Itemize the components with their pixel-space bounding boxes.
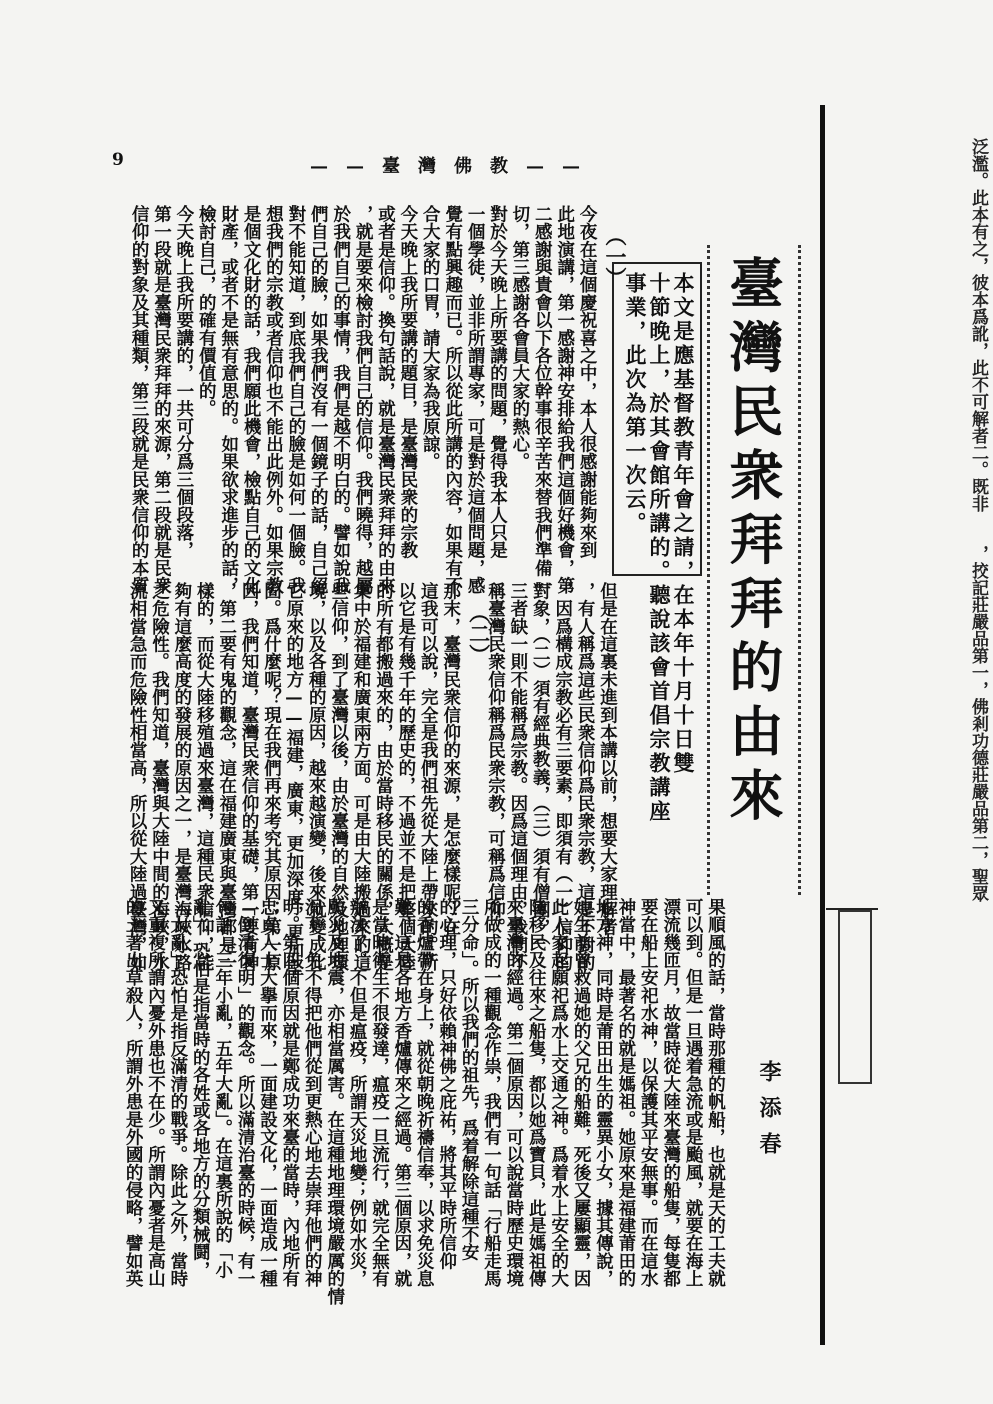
middle-column: 固。爲什麼呢？現在我們再來考究其原因；第一原 xyxy=(261,582,282,972)
lower-right-column: 的土著出草殺人，所謂外患是外國的侵略，譬如英 xyxy=(123,898,144,1288)
lower-right-column: 辦法了。不但是瘟疫，所謂天災地變；例如水災， xyxy=(347,898,368,1288)
lower-right-column: 陸移民及往來之船隻，都以她爲寶貝，此是媽祖傳 xyxy=(526,898,547,1288)
middle-column: 它原來的地方——福建，廣東，更加深度，更加堅 xyxy=(283,582,304,977)
lower-right-column: 來臺灣的經過。第二個原因，可以說當時歷史環境 xyxy=(503,898,524,1288)
middle-column: 夠有這麼高度的發展的原因之一，是臺灣海峽水路 xyxy=(171,582,192,972)
lower-right-column: 果順風的話，當時那種的帆船，也就是天的工夫就 xyxy=(705,898,726,1288)
article-title: 臺灣民衆拜拜的由來 xyxy=(721,255,785,831)
lower-right-column: 又重複所謂內憂外患也不在少。所謂內憂者是高山 xyxy=(145,898,166,1288)
lower-right-column: 「大亂」恐怕是指反滿清的戰爭。除此之外，當時 xyxy=(167,898,188,1288)
middle-column: 因，我們知道，臺灣民衆信仰的基礎，第一要有神 xyxy=(239,582,260,972)
lower-right-column: 所做成的一種觀念作祟，我們有一句話「行船走馬 xyxy=(481,898,502,1288)
lower-right-column: 漂流幾匝月，故當時從大陸來臺灣的船隻，每隻都 xyxy=(660,898,681,1288)
lower-right-column: 要在船上安祀水神，以保護其平安無事。而在這水 xyxy=(638,898,659,1288)
lower-right-column: 「倒清復明」的觀念。所以滿清治臺的時候，有一 xyxy=(235,898,256,1288)
lower-right-column: 颱災及地震，亦相當厲害。在這種地理環境嚴厲的情 xyxy=(324,898,345,1306)
upper-left-column: 或者是信仰。換句話說，就是臺灣民衆拜拜的由來 xyxy=(375,205,396,595)
upper-left-column: 信仰的對象及其種類，第三段就是民衆信仰的本質 xyxy=(129,205,150,595)
middle-column: ，因爲構成宗教必有三要素，即須有（一）信仰的 xyxy=(552,582,573,972)
intro-line-1: 本文是應基督教青年會之請，在本年十月十日雙 xyxy=(671,272,696,776)
upper-left-column: 一個學徒，並非所謂專家，可是對於這個問題，感 xyxy=(465,205,486,595)
margin-bracket xyxy=(838,910,872,1084)
upper-left-column: 覺有點興趣而已。所以從此所講的內容，如果有不 xyxy=(442,205,463,595)
middle-column: 對象，（二）須有經典教義，（三）須有僧團，（ xyxy=(530,582,551,946)
upper-left-column: 今天晚上我所要講的題目，是臺灣民衆的宗教 xyxy=(397,205,418,559)
upper-left-column: 今夜在這個慶祝喜之中，本人很感謝能夠來到 xyxy=(577,205,598,559)
lower-right-column: 神當中，最著名的就是媽祖。她原來是福建莆田的 xyxy=(615,898,636,1288)
bleed-text-top-right-2: ，挍記莊嚴品第一，佛剎功德莊嚴品第二，聖眾 xyxy=(968,545,988,902)
upper-left-column: 想我們的宗教或者信仰也不能出此例外。如果宗教 xyxy=(263,205,284,595)
bleed-text-top-right: 泛濫。此本有之，彼本爲訛，此不可解者二。既非 xyxy=(968,138,988,512)
middle-column: 那末，臺灣民衆信仰的來源，是怎麼樣呢？在 xyxy=(440,582,461,936)
upper-left-column: 於我們自己的事情，我們是越不明白的。譬如說我 xyxy=(330,205,351,595)
lower-right-column: 忠貞人士大擧而來，一面建設文化，一面造成一種 xyxy=(257,898,278,1288)
page-number: 9 xyxy=(112,150,124,170)
middle-column: 流相當急而危險性相當高，所以從大陸過臺灣，如 xyxy=(127,582,148,972)
intro-line-2: 十節晚上，於其會館所講的。聽說該會首倡宗教講座 xyxy=(647,272,672,824)
upper-left-column: 第一段就是臺灣民衆拜拜的來源，第二段就是民衆 xyxy=(151,205,172,595)
middle-column: 三者缺一則不能稱爲宗教。因爲這個理由，我們不 xyxy=(507,582,528,972)
lower-right-column: 三分命」。所以我們的祖先，爲着解除這種不安 xyxy=(459,898,480,1261)
middle-column: 境，以及各種的原因，越來越演變，後來就變成比 xyxy=(306,582,327,972)
upper-left-column: 們自己的臉，如果我們沒有一個鏡子的話，自己絕 xyxy=(308,205,329,595)
lower-right-column: 況下，免不得把他們從到更熱心地去崇拜他們的神 xyxy=(302,898,323,1288)
middle-column: ，有人稱爲這些民衆信仰爲民衆宗教，這是不對的 xyxy=(575,582,596,972)
middle-column: 但是在這裏未進到本講以前，想要大家理解者 xyxy=(597,582,618,936)
page-edge-rule xyxy=(820,105,825,1345)
upper-left-column: 合大家的口胃，請大家為我原諒。 xyxy=(420,205,441,471)
lower-right-column: 她生前曾救過她的父兄的船難，死後又屢顯靈，因 xyxy=(571,898,592,1288)
title-border-right xyxy=(798,245,801,895)
upper-left-column: 二感謝與貴會以下各位幹事很辛苦來替我們準備一 xyxy=(532,205,553,595)
running-title: ——臺灣佛教—— xyxy=(310,156,598,177)
author-name: 李添春 xyxy=(756,1060,782,1168)
upper-left-heading: （一） xyxy=(603,225,628,288)
middle-column: ，第二要有鬼的觀念，這在福建廣東與臺灣都是一 xyxy=(216,582,237,972)
middle-column: 稱臺灣民衆信仰稱爲民衆宗教，可稱爲信仰。 xyxy=(485,582,506,936)
lower-right-column: 句話「三年小亂，五年大亂」。在這裏所說的「小 xyxy=(212,898,233,1279)
middle-column: 樣的，而從大陸移殖過來臺灣，這種民衆信仰，能 xyxy=(194,582,215,972)
upper-left-column: 對不能知道，到底我們自己的臉是如何一個臉。我 xyxy=(285,205,306,595)
middle-heading: （二） xyxy=(466,602,492,665)
lower-right-column: 明。第四個原因就是鄭成功來臺的當時，內地所有 xyxy=(279,898,300,1288)
upper-left-column: 檢討自己，的確有價值的。 xyxy=(196,205,217,418)
lower-right-column: 的香爐帶在身上，就從朝晚祈禱信奉，以求免災息 xyxy=(414,898,435,1288)
middle-column: 以它是有幾千年的歷史的，不過並不是把整個大陸 xyxy=(395,582,416,972)
lower-right-column: 亂」，恐怕是指當時的各姓或各地方的分類械鬪， xyxy=(190,898,211,1279)
upper-left-column: 財產，或者不是無有意思的。如果欲求進步的話， xyxy=(218,205,239,595)
lower-right-column: 可以到。但是一旦遇着急流或是颱風，就要在海上 xyxy=(683,898,704,1288)
upper-left-column: ，就是要來檢討我們自己的信仰。我們曉得，越屬 xyxy=(353,205,374,595)
lower-right-column: 的心理，只好依賴神佛之庇祐，將其平時所信仰 xyxy=(436,898,457,1270)
upper-left-column: 切，第三感謝各會員大家的熱心。 xyxy=(509,205,530,471)
upper-left-column: 今天晚上我所要講的，一共可分爲三個段落， xyxy=(173,205,194,559)
middle-column: 這我可以說，完全是我們祖先從大陸上帶來的。所 xyxy=(418,582,439,972)
lower-right-column: 地方神，同時是莆田出生的靈異小女，據其傳說， xyxy=(593,898,614,1288)
middle-column: 些信仰，到了臺灣以後，由於臺灣的自然及地理環 xyxy=(328,582,349,972)
lower-right-column: 是當時衛生不很發達，瘟疫一旦流行，就完全無有 xyxy=(369,898,390,1288)
middle-column: 之危險性。我們知道，臺灣與大陸中間的海峽，水 xyxy=(149,582,170,972)
upper-left-column: 是個文化財的話，我們願此機會，檢點自己的文化 xyxy=(241,205,262,595)
upper-left-column: 對於今天晚上所要講的問題，覺得我本人只是 xyxy=(487,205,508,559)
title-border-left xyxy=(707,245,710,895)
middle-column: 的所有都搬過來的，由於當時移民的關係，大概是 xyxy=(373,582,394,972)
intro-line-3: 事業，此次為第一次云。 xyxy=(623,272,648,536)
lower-right-column: 此人家起願祀爲水上交通之神。爲着水上安全的大 xyxy=(548,898,569,1288)
middle-column: 集中於福建和廣東兩方面。可是由大陸搬過來的這 xyxy=(351,582,372,972)
upper-left-column: 此地演講，第一感謝神安排給我們這個好機會，第 xyxy=(554,205,575,595)
lower-right-column: 難，這是各地方香爐傳來之經過。第三個原因，就 xyxy=(391,898,412,1288)
